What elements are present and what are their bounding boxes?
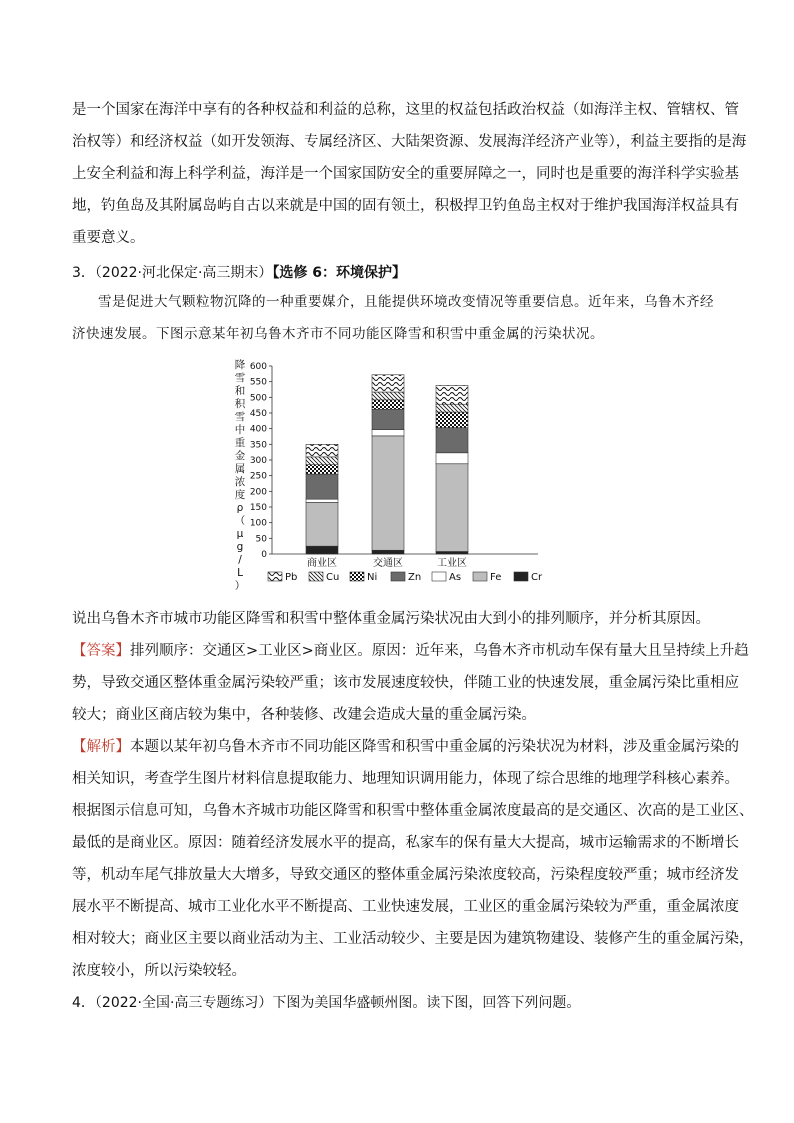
bar-segment-cr bbox=[372, 550, 404, 554]
bar-segment-zn bbox=[372, 409, 404, 429]
legend-label: Ni bbox=[367, 572, 378, 583]
legend-label: Zn bbox=[408, 572, 422, 583]
analysis-line: 本题以某年初乌鲁木齐市不同功能区降雪和积雪中重金属的污染状况为材料，涉及重金属污染的 bbox=[130, 739, 739, 755]
question-3-material bbox=[72, 286, 732, 350]
legend-swatch-ni bbox=[350, 572, 364, 581]
y-tick-label: 400 bbox=[249, 424, 267, 435]
answer-line: 较大；商业区商店较为集中，各种装修、改建会造成大量的重金属污染。 bbox=[72, 707, 536, 723]
y-tick-label: 250 bbox=[249, 471, 267, 482]
legend-label: Cr bbox=[531, 572, 543, 583]
material-line: 济快速发展。下图示意某年初乌鲁木齐市不同功能区降雪和积雪中重金属的污染状况。 bbox=[72, 326, 604, 342]
legend-swatch-fe bbox=[473, 572, 487, 581]
bar-segment-pb bbox=[436, 385, 468, 404]
bar-segment-cr bbox=[306, 546, 338, 554]
intro-line: 上安全利益和海上科学利益，海洋是一个国家国防安全的重要屏障之一，同时也是重要的海洋科学实验基 bbox=[72, 166, 739, 182]
analysis-line: 等，机动车尾气排放量大大增多，导致交通区的整体重金属污染浓度较高，污染程度较严重；城市经济发 bbox=[72, 867, 739, 883]
y-tick-label: 450 bbox=[249, 409, 267, 419]
bar-segment-fe bbox=[436, 464, 468, 552]
y-tick-label: 0 bbox=[261, 550, 267, 560]
analysis-line: 展水平不断提高、城市工业化水平不断提高、工业快速发展，工业区的重金属污染较为严重，重金属浓度 bbox=[72, 899, 739, 915]
question-3-tag: 【选修 6：环境保护】 bbox=[272, 265, 407, 281]
material-line: 雪是促进大气颗粒物沉降的一种重要媒介，且能提供环境改变情况等重要信息。近年来，乌鲁木齐经 bbox=[98, 294, 714, 310]
bar-segment-as bbox=[436, 453, 468, 464]
analysis-line: 浓度较小，所以污染较轻。 bbox=[72, 963, 246, 979]
y-tick-label: 550 bbox=[249, 377, 267, 388]
question-3-source: 3．（2022·河北保定·高三期末） bbox=[72, 265, 273, 281]
bar-segment-fe bbox=[306, 502, 338, 546]
analysis-line: 根据图示信息可知，乌鲁木齐城市功能区降雪和积雪中整体重金属浓度最高的是交通区、次高的是工业区、 bbox=[72, 803, 754, 819]
y-axis-label: 降雪和积雪中重金属浓度 ρ （ μ g / L ） bbox=[234, 359, 246, 592]
question-text: 说出乌鲁木齐市城市功能区降雪和积雪中整体重金属污染状况由大到小的排列顺序，并分析其原因。 bbox=[72, 611, 710, 627]
x-tick-label: 商业区 bbox=[307, 558, 337, 569]
y-tick-label: 600 bbox=[249, 362, 267, 372]
y-tick-label: 300 bbox=[249, 456, 267, 466]
bar-segment-cu bbox=[436, 404, 468, 412]
legend-label: Cu bbox=[326, 572, 340, 583]
bar-segment-cu bbox=[372, 392, 404, 400]
bar-segment-as bbox=[306, 499, 338, 502]
intro-paragraph bbox=[72, 94, 747, 254]
bar-segment-cu bbox=[306, 457, 338, 465]
y-tick-label: 50 bbox=[255, 534, 267, 545]
bar-segment-as bbox=[372, 430, 404, 436]
bar-segment-ni bbox=[436, 412, 468, 428]
legend-swatch-cu bbox=[309, 572, 323, 581]
bar-segment-ni bbox=[306, 465, 338, 474]
analysis-line: 相关知识，考查学生图片材料信息提取能力、地理知识调用能力，体现了综合思维的地理学科核心素养。 bbox=[72, 771, 739, 787]
legend-swatch-cr bbox=[514, 572, 528, 581]
bar-segment-zn bbox=[306, 474, 338, 499]
bar-segment-pb bbox=[372, 375, 404, 392]
y-tick-label: 500 bbox=[249, 393, 267, 404]
legend-label: As bbox=[449, 572, 462, 583]
legend-swatch-as bbox=[432, 572, 446, 581]
analysis-line: 相对较大；商业区主要以商业活动为主、工业活动较少、主要是因为建筑物建设、装修产生的重金属污染， bbox=[72, 931, 754, 947]
legend-label: Pb bbox=[285, 572, 298, 583]
intro-line: 是一个国家在海洋中享有的各种权益和利益的总称，这里的权益包括政治权益（如海洋主权、管辖权、管 bbox=[72, 102, 739, 118]
question-3-prompt bbox=[72, 603, 732, 635]
bar-segment-ni bbox=[372, 400, 404, 409]
y-tick-label: 100 bbox=[249, 518, 267, 529]
intro-line: 重要意义。 bbox=[72, 230, 145, 246]
answer-tag: 【答案】 bbox=[72, 643, 130, 659]
analysis-line: 最低的是商业区。原因：随着经济发展水平的提高，私家车的保有量大大提高，城市运输需求的不断增长 bbox=[72, 835, 739, 851]
bar-segment-cr bbox=[436, 551, 468, 554]
answer-block bbox=[72, 635, 749, 731]
bar-segment-fe bbox=[372, 436, 404, 550]
x-tick-label: 交通区 bbox=[373, 558, 403, 569]
question-4-header: 4．（2022·全国·高三专题练习）下图为美国华盛顿州图。读下图，回答下列问题。 bbox=[72, 995, 581, 1011]
bar-segment-pb bbox=[306, 444, 338, 457]
y-tick-label: 200 bbox=[249, 487, 267, 498]
legend-swatch-pb bbox=[268, 572, 282, 581]
heavy-metal-stacked-bar-chart bbox=[226, 356, 566, 596]
legend-label: Fe bbox=[490, 572, 502, 583]
answer-line: 排列顺序：交通区>工业区>商业区。原因：近年来，乌鲁木齐市机动车保有量大且呈持续上升趋 bbox=[130, 643, 749, 659]
question-3-header bbox=[72, 262, 406, 282]
x-tick-label: 工业区 bbox=[437, 558, 467, 569]
intro-line: 治权等）和经济权益（如开发领海、专属经济区、大陆架资源、发展海洋经济产业等），利益主要指的是海 bbox=[72, 134, 747, 150]
y-tick-label: 150 bbox=[249, 503, 267, 513]
legend-swatch-zn bbox=[391, 572, 405, 581]
analysis-tag: 【解析】 bbox=[72, 739, 130, 755]
answer-line: 势，导致交通区整体重金属污染较严重；该市发展速度较快，伴随工业的快速发展，重金属污染比重相应 bbox=[72, 675, 739, 691]
intro-line: 地，钓鱼岛及其附属岛屿自古以来就是中国的固有领土，积极捍卫钓鱼岛主权对于维护我国海洋权益具有 bbox=[72, 198, 739, 214]
bar-segment-zn bbox=[436, 428, 468, 453]
y-tick-label: 350 bbox=[249, 440, 267, 451]
analysis-block bbox=[72, 731, 754, 987]
